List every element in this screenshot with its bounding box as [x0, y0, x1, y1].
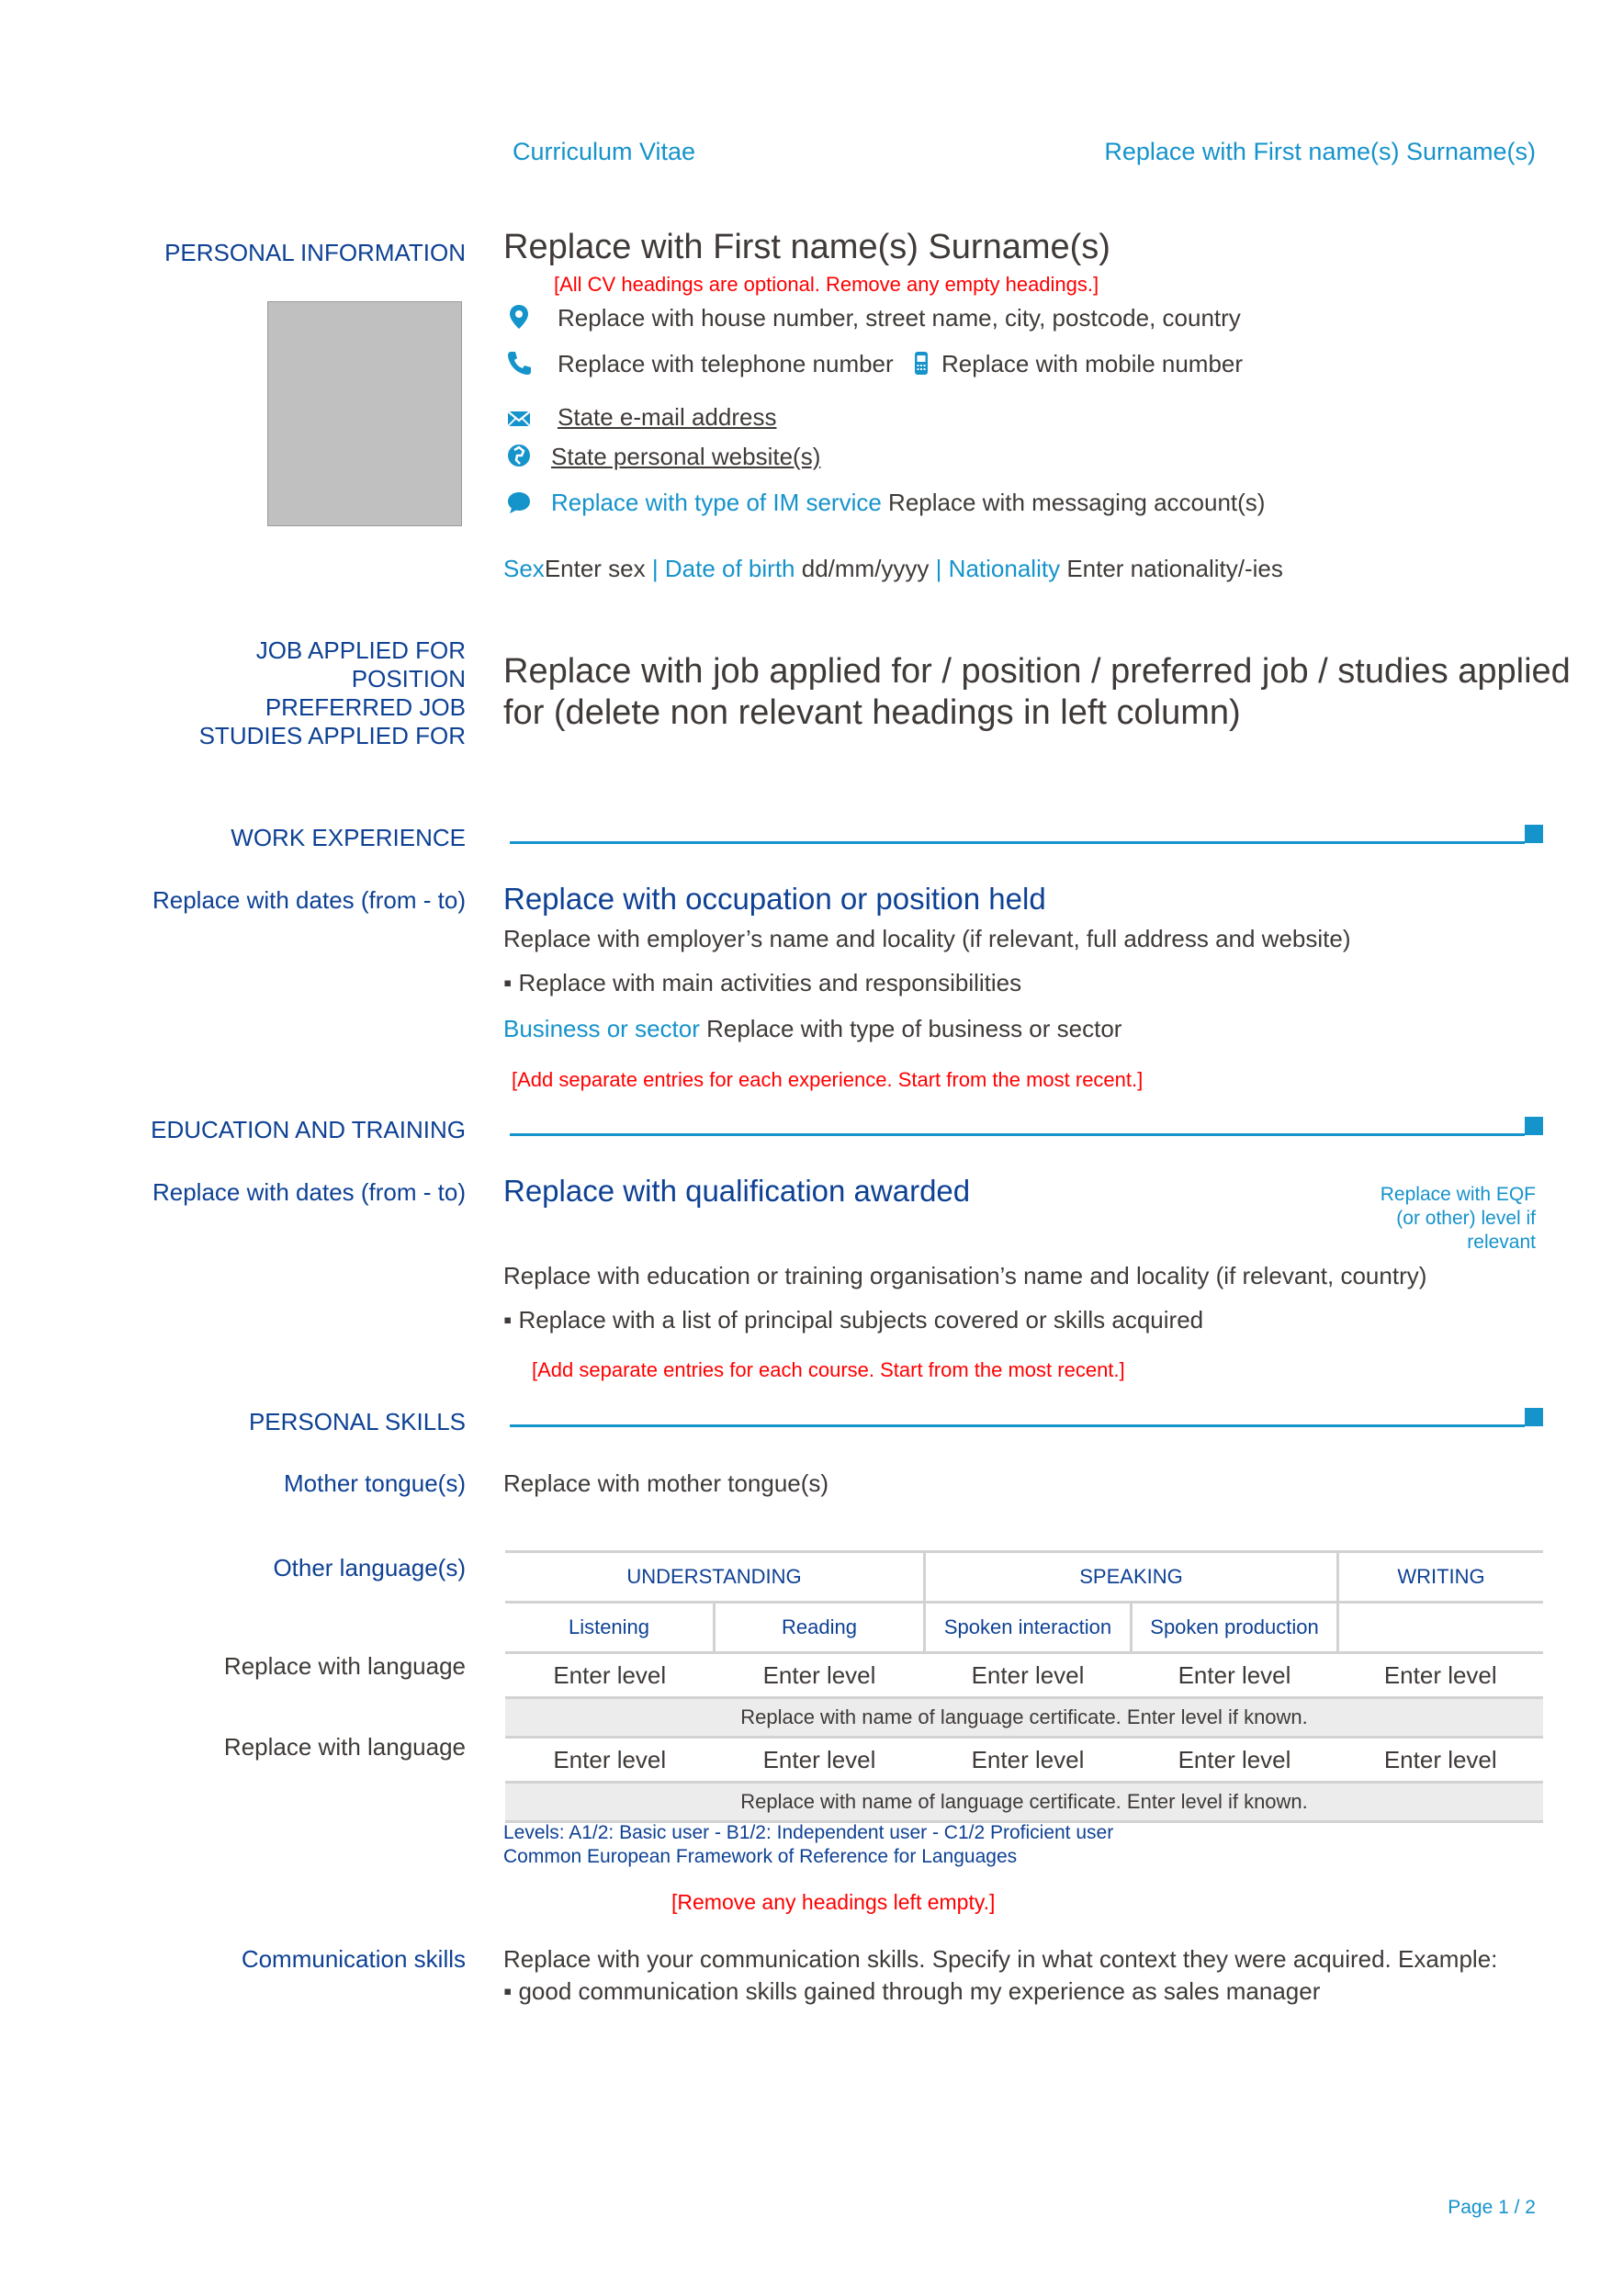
level-cell: Enter level	[1178, 1745, 1291, 1773]
communication-skills-line1: Replace with your communication skills. Specify in what context they were acquired. Example:	[503, 1945, 1498, 1973]
separator: |	[651, 555, 659, 582]
business-label: Business or sector	[503, 1015, 700, 1042]
education-subjects: ▪ Replace with a list of principal subjects covered or skills acquired	[503, 1306, 1204, 1334]
section-rule-marker	[1525, 1408, 1543, 1426]
eqf-level-note	[1381, 1183, 1536, 1255]
section-rule	[510, 1133, 1525, 1136]
eqf-line: relevant	[1467, 1232, 1536, 1253]
education-note: [Add separate entries for each course. Start from the most recent.]	[532, 1358, 1125, 1381]
header-name: Replace with First name(s) Surname(s)	[1104, 138, 1536, 165]
section-rule	[510, 1424, 1525, 1427]
nationality-label: Nationality	[948, 555, 1061, 582]
education-qualification: Replace with qualification awarded	[503, 1174, 971, 1208]
communication-skills-label: Communication skills	[241, 1945, 466, 1973]
section-label-education: EDUCATION AND TRAINING	[151, 1116, 466, 1143]
dob-label: Date of birth	[664, 555, 795, 582]
section-label-personal-skills: PERSONAL SKILLS	[248, 1408, 466, 1435]
job-label-studies-applied-for: STUDIES APPLIED FOR	[198, 722, 466, 749]
level-cell: Enter level	[762, 1660, 876, 1689]
job-label-preferred-job: PREFERRED JOB	[265, 693, 466, 721]
remove-headings-note: [Remove any headings left empty.]	[671, 1890, 996, 1914]
nationality-value: Enter nationality/-ies	[1066, 555, 1283, 582]
job-label-position: POSITION	[351, 665, 466, 692]
speaking-header: SPEAKING	[925, 1552, 1338, 1603]
certificate-cell: Replace with name of language certificate. Enter level if known.	[505, 1698, 1543, 1738]
work-employer: Replace with employer’s name and locality (if relevant, full address and website)	[503, 925, 1351, 952]
levels-line: Common European Framework of Reference for Languages	[503, 1846, 1018, 1867]
im-type: Replace with type of IM service	[551, 489, 882, 516]
certificate-cell: Replace with name of language certificate. Enter level if known.	[505, 1783, 1543, 1822]
sex-value: Enter sex	[544, 555, 646, 582]
envelope-icon	[505, 404, 533, 432]
website-link[interactable]: State personal website(s)	[551, 443, 821, 470]
section-label-work-experience: WORK EXPERIENCE	[231, 824, 466, 851]
reading-header: Reading	[715, 1603, 925, 1653]
mother-tongue-label: Mother tongue(s)	[284, 1469, 466, 1497]
level-cell: Enter level	[971, 1745, 1085, 1773]
im-line	[551, 489, 1265, 517]
dob-value: dd/mm/yyyy	[801, 555, 930, 582]
chat-bubble-icon	[505, 489, 533, 516]
eqf-line: (or other) level if	[1396, 1208, 1536, 1229]
language-label: Replace with language	[223, 1652, 466, 1680]
doc-title: Curriculum Vitae	[513, 138, 696, 165]
other-languages-label: Other language(s)	[273, 1554, 466, 1581]
work-activities: ▪ Replace with main activities and responsibilities	[503, 969, 1022, 996]
understanding-header: UNDERSTANDING	[505, 1552, 925, 1603]
job-applied-text-line2: for (delete non relevant headings in left column)	[503, 693, 1241, 732]
certificate-row	[505, 1698, 1543, 1738]
eqf-line: Replace with EQF	[1380, 1184, 1536, 1205]
business-value: Replace with type of business or sector	[706, 1015, 1122, 1042]
education-dates: Replace with dates (from - to)	[152, 1178, 466, 1206]
section-rule	[510, 841, 1525, 844]
optional-headings-note: [All CV headings are optional. Remove any empty headings.]	[554, 273, 1099, 296]
language-skills-table	[505, 1550, 1543, 1823]
certificate-row	[505, 1783, 1543, 1822]
level-cell: Enter level	[553, 1745, 667, 1773]
communication-skills-line2: ▪ good communication skills gained through my experience as sales manager	[503, 1977, 1321, 2005]
level-cell: Enter level	[971, 1660, 1085, 1689]
level-cell: Enter level	[1383, 1660, 1497, 1689]
work-dates: Replace with dates (from - to)	[152, 886, 466, 914]
level-cell: Enter level	[1383, 1745, 1497, 1773]
full-name: Replace with First name(s) Surname(s)	[503, 228, 1110, 266]
level-cell: Enter level	[1178, 1660, 1291, 1689]
job-applied-text-line1: Replace with job applied for / position / preferred job / studies applied	[503, 652, 1571, 691]
level-cell: Enter level	[762, 1745, 876, 1773]
spoken-production-header: Spoken production	[1132, 1603, 1338, 1653]
job-label-job-applied-for: JOB APPLIED FOR	[255, 636, 466, 664]
phone-icon	[505, 349, 533, 377]
sex-label: Sex	[503, 555, 545, 582]
work-note: [Add separate entries for each experience. Start from the most recent.]	[512, 1068, 1144, 1091]
page-number: Page 1 / 2	[1448, 2197, 1536, 2218]
mobile-text: Replace with mobile number	[941, 350, 1244, 377]
globe-icon	[505, 442, 533, 469]
personal-details-line	[503, 555, 1283, 583]
spoken-interaction-header: Spoken interaction	[925, 1603, 1132, 1653]
table-row	[505, 1653, 1543, 1698]
work-occupation: Replace with occupation or position held	[503, 882, 1046, 916]
section-label-personal-information: PERSONAL INFORMATION	[164, 239, 466, 266]
email-link[interactable]: State e-mail address	[558, 403, 777, 431]
separator: |	[935, 555, 942, 582]
mobile-icon	[907, 349, 935, 377]
table-header-row	[505, 1552, 1543, 1603]
work-business-line	[503, 1015, 1121, 1043]
level-cell: Enter level	[553, 1660, 667, 1689]
location-pin-icon	[505, 303, 533, 331]
mother-tongue-value: Replace with mother tongue(s)	[503, 1469, 829, 1497]
im-account: Replace with messaging account(s)	[888, 489, 1266, 516]
writing-header: WRITING	[1338, 1552, 1544, 1603]
section-rule-marker	[1525, 825, 1543, 843]
language-label: Replace with language	[223, 1733, 466, 1761]
cefr-levels-note	[503, 1821, 1113, 1869]
writing-subheader	[1338, 1603, 1544, 1653]
section-rule-marker	[1525, 1117, 1543, 1135]
table-row	[505, 1738, 1543, 1783]
education-organisation: Replace with education or training organisation’s name and locality (if relevant, country)	[503, 1262, 1427, 1289]
listening-header: Listening	[505, 1603, 715, 1653]
photo-placeholder	[267, 301, 462, 526]
address-text: Replace with house number, street name, city, postcode, country	[558, 304, 1241, 332]
telephone-text: Replace with telephone number	[558, 350, 894, 377]
table-subheader-row	[505, 1603, 1543, 1653]
levels-line: Levels: A1/2: Basic user - B1/2: Independent user - C1/2 Proficient user	[503, 1822, 1114, 1843]
